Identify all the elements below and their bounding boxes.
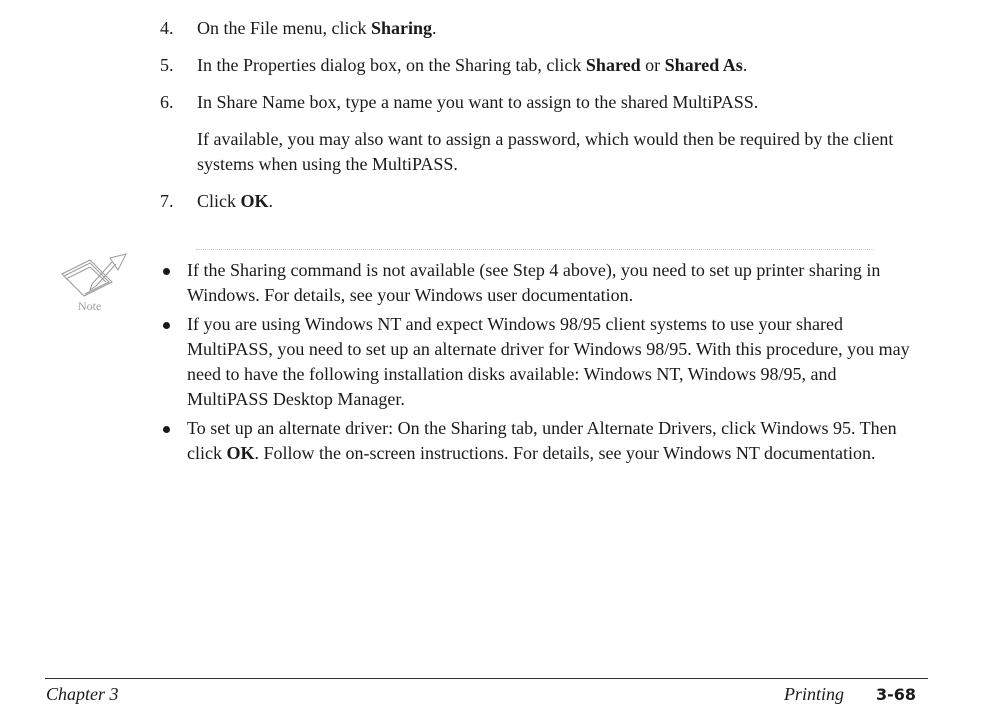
step-number: 4. [160, 18, 174, 38]
note-icon [56, 252, 134, 314]
footer-right [784, 684, 916, 705]
step-7 [160, 189, 940, 214]
footer-rule [45, 678, 928, 679]
bullet-dot [160, 312, 187, 412]
step-note-paragraph: If available, you may also want to assign a password, which would then be required by the client systems when using the MultiPASS. [197, 129, 894, 174]
footer-section: Printing [783, 684, 844, 704]
bullet-dot [160, 258, 187, 308]
bold-term: Shared [585, 55, 641, 75]
step-number: 5. [160, 55, 174, 75]
bullet-dot [160, 416, 187, 466]
note-bullet: If the Sharing command is not available (see Step 4 above), you need to set up printer sharing in Windows. For details, see your Windows user documentation. [160, 258, 920, 308]
step-text: Click OK. [197, 191, 274, 211]
bold-term: OK [226, 443, 255, 463]
step-6 [160, 90, 940, 177]
step-text: In Share Name box, type a name you want to assign to the shared MultiPASS. If available, you may also want to assign a password, which would then be required by the client systems when using the MultiPASS. [197, 90, 940, 177]
page-number: 3-68 [875, 685, 916, 704]
note-bullets [160, 258, 920, 470]
bold-term: OK [240, 191, 269, 211]
step-5 [160, 53, 940, 78]
step-number: 7. [160, 191, 174, 211]
step-number: 6. [160, 92, 174, 112]
steps-list [160, 16, 940, 226]
note-icon-label: Note [78, 299, 102, 313]
note-bullet: If you are using Windows NT and expect Windows 98/95 client systems to use your shared MultiPASS, you need to set up an alternate driver for Windows 98/95. With this procedure, you may need to have the following installation disks available: Windows NT, Windows 98/95, and MultiPASS Desktop Manager. [160, 312, 920, 412]
step-4 [160, 16, 940, 41]
step-text: On the File menu, click Sharing. [197, 18, 437, 38]
footer-chapter: Chapter 3 [46, 684, 119, 704]
bold-term: Sharing [370, 18, 432, 38]
section-divider [196, 249, 874, 250]
note-bullet: To set up an alternate driver: On the Sharing tab, under Alternate Drivers, click Windows 95. Then click OK. Follow the on-screen instructions. For details, see your Windows NT documentation. [160, 416, 920, 466]
bold-term: Shared As [664, 55, 743, 75]
step-text: In the Properties dialog box, on the Sharing tab, click Shared or Shared As. [197, 55, 748, 75]
